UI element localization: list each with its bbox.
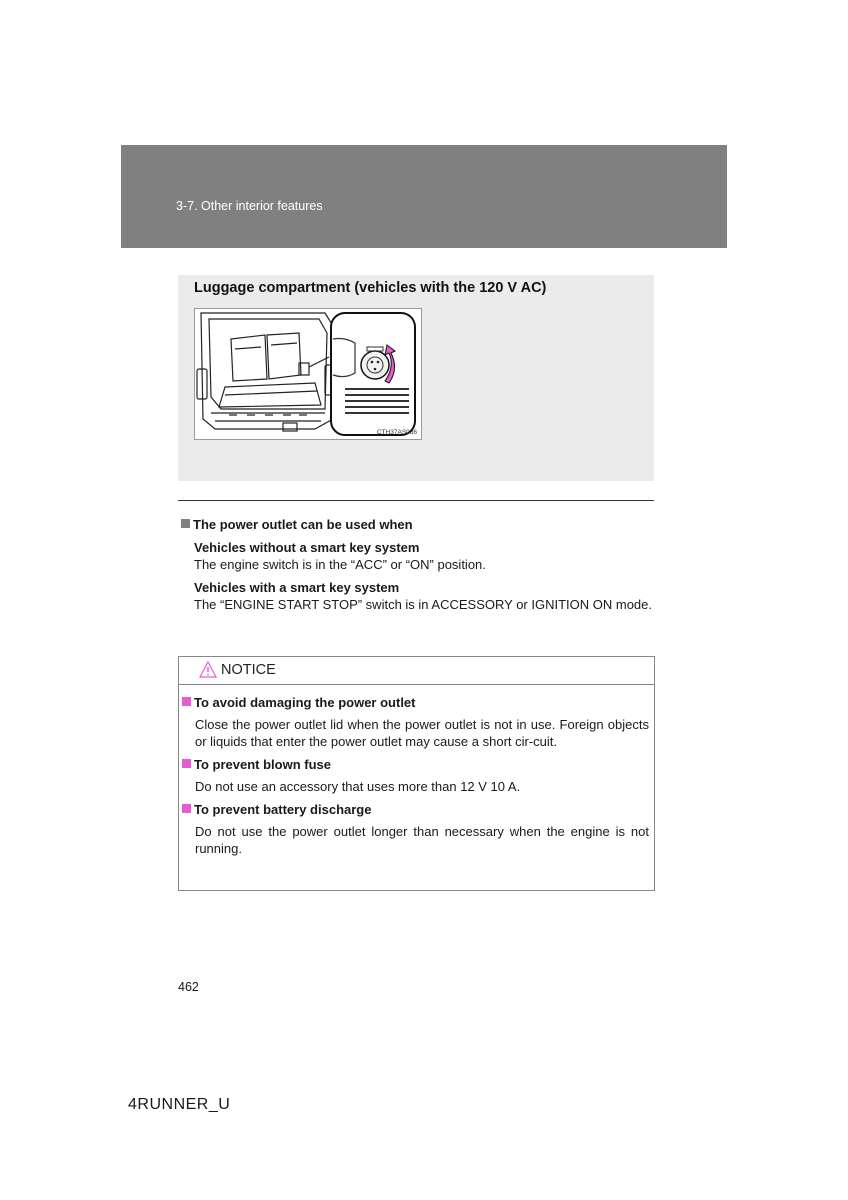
luggage-illustration xyxy=(194,308,422,440)
figure-panel xyxy=(178,275,654,481)
notice-item xyxy=(179,694,654,750)
figure-code: CTH37AS086 xyxy=(376,429,417,436)
figure-title: Luggage compartment (vehicles with the 120 V AC) xyxy=(194,280,547,296)
conditions-heading: The power outlet can be used when xyxy=(178,516,654,533)
notice-header xyxy=(179,657,654,685)
notice-item-heading: To avoid damaging the power outlet xyxy=(194,695,416,710)
notice-title: NOTICE xyxy=(221,662,276,678)
luggage-outlet-illustration xyxy=(195,309,421,439)
usage-conditions xyxy=(178,516,654,613)
condition-with-smart-key: Vehicles with a smart key system The “ENGINE START STOP” switch is in ACCESSORY or IGNITION ON mode. xyxy=(194,580,653,612)
header-band xyxy=(121,145,727,248)
model-code: 4RUNNER_U xyxy=(128,1096,231,1113)
square-bullet-icon xyxy=(182,759,191,768)
notice-item-heading: To prevent blown fuse xyxy=(194,757,331,772)
notice-item xyxy=(179,756,654,795)
notice-body xyxy=(179,694,654,863)
condition-without-smart-key: Vehicles without a smart key system The engine switch is in the “ACC” or “ON” position. xyxy=(194,540,486,572)
notice-item-text: Do not use an accessory that uses more than 12 V 10 A. xyxy=(195,779,521,794)
square-bullet-icon xyxy=(182,804,191,813)
section-title: 3-7. Other interior features xyxy=(176,199,323,213)
notice-item-heading: To prevent battery discharge xyxy=(194,802,372,817)
section-divider xyxy=(178,500,654,501)
square-bullet-icon xyxy=(182,697,191,706)
square-bullet-icon xyxy=(181,519,190,528)
page-number: 462 xyxy=(178,980,199,994)
notice-box xyxy=(178,656,655,891)
notice-item-text: Close the power outlet lid when the power outlet is not in use. Foreign objects or liquids that enter the power outlet may cause a short cir-cuit. xyxy=(195,717,649,749)
notice-item-text: Do not use the power outlet longer than necessary when the engine is not running. xyxy=(195,824,649,856)
notice-item xyxy=(179,801,654,857)
warning-triangle-icon xyxy=(199,661,217,678)
